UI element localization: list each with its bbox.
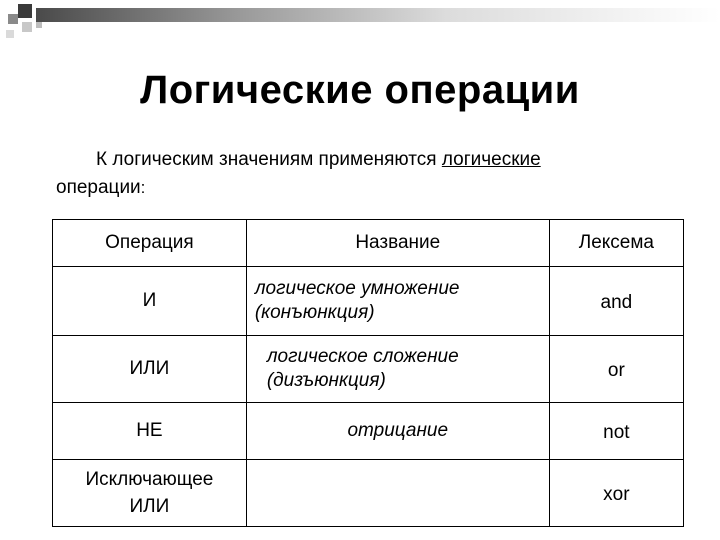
cell-lexeme bbox=[549, 460, 683, 527]
cell-operation: ИЛИ bbox=[53, 336, 247, 403]
cell-name-line2: (конъюнкция) bbox=[254, 302, 375, 323]
lexeme-xor: xor bbox=[603, 484, 630, 505]
cell-name bbox=[246, 336, 549, 403]
operations-table bbox=[52, 219, 684, 527]
lexeme-and: and bbox=[600, 292, 633, 313]
intro-underlined-term: логические bbox=[441, 149, 541, 170]
header-gradient-bar bbox=[36, 8, 720, 22]
lexeme-or: or bbox=[607, 360, 625, 381]
cell-name: отрицание bbox=[246, 403, 549, 460]
cell-operation: НЕ bbox=[53, 403, 247, 460]
table-header-row bbox=[53, 220, 684, 267]
table-row bbox=[53, 267, 684, 336]
cell-name bbox=[246, 267, 549, 336]
lexeme-not: not bbox=[603, 422, 630, 443]
header-operation: Операция bbox=[53, 220, 247, 267]
header-lexeme: Лексема bbox=[549, 220, 683, 267]
cell-name-line1: логическое сложение bbox=[266, 346, 459, 367]
cell-lexeme bbox=[549, 403, 683, 460]
table-row bbox=[53, 460, 684, 527]
cell-operation bbox=[53, 460, 247, 527]
slide-title: Логические операции bbox=[140, 68, 580, 112]
intro-text bbox=[56, 146, 700, 202]
cell-lexeme bbox=[549, 267, 683, 336]
intro-line1: К логическим значениям применяются bbox=[96, 149, 442, 170]
table-row bbox=[53, 403, 684, 460]
cell-name-line1: логическое умножение bbox=[254, 278, 460, 299]
cell-name-line2: (дизъюнкция) bbox=[266, 370, 386, 391]
cell-operation: И bbox=[53, 267, 247, 336]
cell-lexeme bbox=[549, 336, 683, 403]
table-row bbox=[53, 336, 684, 403]
cell-operation-line2: ИЛИ bbox=[129, 496, 170, 517]
intro-line2: операции bbox=[56, 177, 141, 198]
header-name: Название bbox=[246, 220, 549, 267]
cell-operation-line1: Исключающее bbox=[85, 469, 214, 490]
cell-name-empty bbox=[246, 460, 549, 527]
intro-colon: : bbox=[140, 178, 146, 197]
